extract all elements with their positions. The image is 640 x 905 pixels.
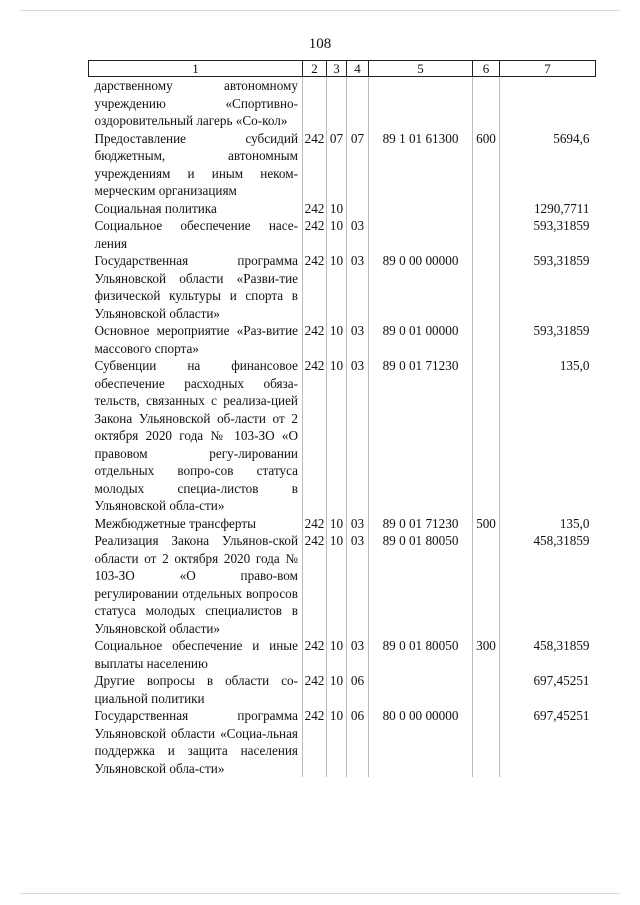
table-header-row: [89, 61, 596, 77]
row-expense-type: 600: [473, 130, 500, 200]
row-target-article: 80 0 00 00000: [369, 707, 473, 777]
row-expense-type: [473, 217, 500, 252]
row-amount: 593,31859: [500, 217, 596, 252]
row-expense-type: [473, 252, 500, 322]
row-target-article: 89 0 01 80050: [369, 532, 473, 637]
row-ministry-code: [303, 77, 327, 130]
row-target-article: 89 0 01 71230: [369, 357, 473, 515]
row-amount: 697,45251: [500, 707, 596, 777]
table-row: [89, 357, 596, 515]
table-row: [89, 217, 596, 252]
row-subsection-code: 06: [347, 707, 369, 777]
table-row: [89, 322, 596, 357]
row-subsection-code: 03: [347, 322, 369, 357]
row-name: Межбюджетные трансферты: [94, 515, 256, 531]
row-expense-type: 500: [473, 515, 500, 533]
row-subsection-code: 03: [347, 357, 369, 515]
row-name: Государственная программа Ульяновской области «Социа-льная поддержка и защита населения Ульяновской обла-сти»: [94, 708, 298, 776]
row-section-code: 10: [327, 322, 347, 357]
row-subsection-code: 03: [347, 515, 369, 533]
row-section-code: 10: [327, 200, 347, 218]
row-amount: 135,0: [500, 357, 596, 515]
row-section-code: 10: [327, 515, 347, 533]
row-ministry-code: 242: [303, 637, 327, 672]
row-target-article: [369, 672, 473, 707]
row-amount: 593,31859: [500, 252, 596, 322]
table-body: [89, 77, 596, 778]
table-row: [89, 130, 596, 200]
row-subsection-code: 06: [347, 672, 369, 707]
row-ministry-code: 242: [303, 130, 327, 200]
row-section-code: 10: [327, 707, 347, 777]
row-section-code: 10: [327, 532, 347, 637]
row-section-code: 10: [327, 637, 347, 672]
row-ministry-code: 242: [303, 217, 327, 252]
row-name: Предоставление субсидий бюджетным, автономным учреждениям и иным неком-мерческим организациям: [94, 130, 298, 198]
row-amount: 5694,6: [500, 130, 596, 200]
column-header: 7: [500, 61, 596, 77]
row-ministry-code: 242: [303, 200, 327, 218]
row-ministry-code: 242: [303, 707, 327, 777]
table-row: [89, 252, 596, 322]
row-subsection-code: [347, 77, 369, 130]
row-name: Социальное обеспечение насе-ления: [94, 218, 298, 251]
row-expense-type: [473, 532, 500, 637]
row-expense-type: [473, 707, 500, 777]
row-name: Социальное обеспечение и иные выплаты населению: [94, 638, 298, 671]
scan-edge-bottom: [20, 893, 620, 894]
table-row: [89, 637, 596, 672]
row-amount: [500, 77, 596, 130]
table-row: [89, 707, 596, 777]
row-amount: 697,45251: [500, 672, 596, 707]
row-amount: 1290,7711: [500, 200, 596, 218]
row-name: дарственному автономному учреждению «Спортивно-оздоровительный лагерь «Со-кол»: [94, 78, 298, 128]
scan-edge-top: [20, 10, 620, 11]
row-section-code: 10: [327, 252, 347, 322]
table-row: [89, 77, 596, 130]
table-row: [89, 200, 596, 218]
row-target-article: 89 0 01 00000: [369, 322, 473, 357]
row-section-code: 10: [327, 672, 347, 707]
column-header: 5: [369, 61, 473, 77]
row-name: Государственная программа Ульяновской области «Разви-тие физической культуры и спорта в Ульяновской области»: [94, 253, 298, 321]
row-expense-type: [473, 357, 500, 515]
row-expense-type: [473, 322, 500, 357]
row-subsection-code: 07: [347, 130, 369, 200]
row-expense-type: [473, 672, 500, 707]
row-target-article: [369, 200, 473, 218]
page-number: 108: [308, 36, 332, 52]
row-ministry-code: 242: [303, 515, 327, 533]
budget-table: [88, 60, 596, 777]
row-amount: 135,0: [500, 515, 596, 533]
row-ministry-code: 242: [303, 672, 327, 707]
row-target-article: 89 0 00 00000: [369, 252, 473, 322]
row-target-article: 89 0 01 80050: [369, 637, 473, 672]
row-section-code: 10: [327, 357, 347, 515]
row-subsection-code: [347, 200, 369, 218]
row-subsection-code: 03: [347, 217, 369, 252]
column-header: 6: [473, 61, 500, 77]
row-section-code: 10: [327, 217, 347, 252]
row-name: Основное мероприятие «Раз-витие массового спорта»: [94, 323, 298, 356]
table-row: [89, 515, 596, 533]
row-ministry-code: 242: [303, 532, 327, 637]
row-ministry-code: 242: [303, 357, 327, 515]
row-target-article: 89 0 01 71230: [369, 515, 473, 533]
row-section-code: 07: [327, 130, 347, 200]
row-target-article: [369, 217, 473, 252]
row-section-code: [327, 77, 347, 130]
row-ministry-code: 242: [303, 322, 327, 357]
row-expense-type: [473, 77, 500, 130]
row-name: Другие вопросы в области со-циальной политики: [94, 673, 298, 706]
row-amount: 458,31859: [500, 532, 596, 637]
row-amount: 593,31859: [500, 322, 596, 357]
column-header: 4: [347, 61, 369, 77]
row-subsection-code: 03: [347, 637, 369, 672]
row-ministry-code: 242: [303, 252, 327, 322]
row-subsection-code: 03: [347, 532, 369, 637]
row-target-article: 89 1 01 61300: [369, 130, 473, 200]
row-expense-type: [473, 200, 500, 218]
table-row: [89, 532, 596, 637]
row-target-article: [369, 77, 473, 130]
row-name: Социальная политика: [94, 200, 217, 216]
row-expense-type: 300: [473, 637, 500, 672]
column-header: 1: [89, 61, 303, 77]
row-subsection-code: 03: [347, 252, 369, 322]
row-name: Реализация Закона Ульянов-ской области от 2 октября 2020 года № 103-ЗО «О право-вом регулировании отдельных вопросов статуса молодых специалистов в Ульяновской области»: [94, 533, 298, 636]
row-amount: 458,31859: [500, 637, 596, 672]
table-row: [89, 672, 596, 707]
row-name: Субвенции на финансовое обеспечение расходных обяза-тельств, связанных с реализа-цией Закона Ульяновской об-ласти от 2 октября 2020 года № 103-ЗО «О правовом регу-лировании отдельных вопро-сов статуса молодых специа-листов в Ульяновской обла-сти»: [94, 358, 298, 513]
column-header: 3: [327, 61, 347, 77]
column-header: 2: [303, 61, 327, 77]
